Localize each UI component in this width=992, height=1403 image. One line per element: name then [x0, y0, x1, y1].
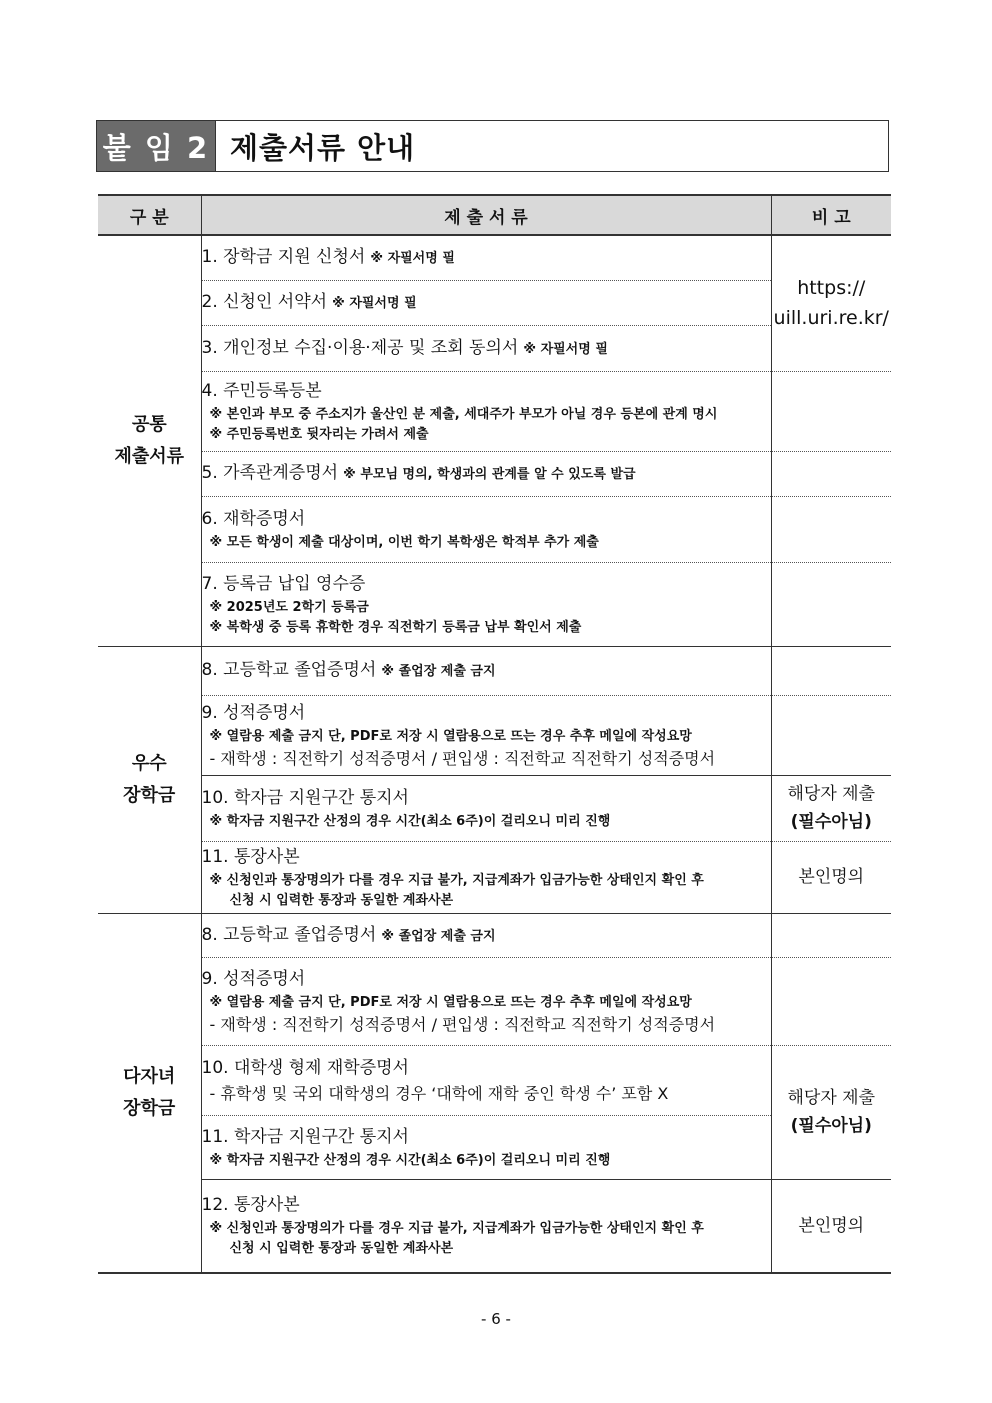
doc-item: 2. 신청인 서약서 ※ 자필서명 필 [201, 280, 771, 325]
note-optional: 해당자 제출 (필수아님) [771, 1045, 891, 1179]
category-merit: 우수 장학금 [98, 646, 201, 913]
note-empty [771, 562, 891, 646]
doc-item: 11. 학자금 지원구간 통지서 ※ 학자금 지원구간 산정의 경우 시간(최소 6주)이 걸리오니 미리 진행 [201, 1115, 771, 1179]
doc-item: 6. 재학증명서 ※ 모든 학생이 제출 대상이며, 이번 학기 복학생은 학적부 추가 제출 [201, 496, 771, 562]
note-empty [771, 913, 891, 957]
header-note: 비 고 [771, 195, 891, 235]
note-own-name: 본인명의 [771, 1179, 891, 1273]
table-row [98, 562, 891, 646]
doc-item: 11. 통장사본 ※ 신청인과 통장명의가 다를 경우 지급 불가, 지급계좌가 입금가능한 상태인지 확인 후 신청 시 입력한 통장과 동일한 계좌사본 [201, 841, 771, 913]
note-empty [771, 371, 891, 451]
note-empty [771, 646, 891, 695]
doc-item: 10. 대학생 형제 재학증명서 - 휴학생 및 국외 대학생의 경우 ‘대학에 재학 중인 학생 수’ 포함 X [201, 1045, 771, 1115]
table-row [98, 695, 891, 775]
doc-item: 8. 고등학교 졸업증명서 ※ 졸업장 제출 금지 [201, 646, 771, 695]
table-row [98, 1045, 891, 1115]
table-header-row [98, 195, 891, 235]
attachment-tag: 붙 임 2 [97, 121, 216, 171]
note-empty [771, 957, 891, 1045]
note-own-name: 본인명의 [771, 841, 891, 913]
page-number: - 6 - [481, 1310, 511, 1328]
note-empty [771, 451, 891, 496]
doc-item: 12. 통장사본 ※ 신청인과 통장명의가 다를 경우 지급 불가, 지급계좌가 입금가능한 상태인지 확인 후 신청 시 입력한 통장과 동일한 계좌사본 [201, 1179, 771, 1273]
doc-item: 10. 학자금 지원구간 통지서 ※ 학자금 지원구간 산정의 경우 시간(최소 6주)이 걸리오니 미리 진행 [201, 775, 771, 841]
table-row [98, 646, 891, 695]
note-url: https:// uill.uri.re.kr/ [771, 235, 891, 371]
header-category: 구 분 [98, 195, 201, 235]
doc-item: 8. 고등학교 졸업증명서 ※ 졸업장 제출 금지 [201, 913, 771, 957]
note-optional: 해당자 제출 (필수아님) [771, 775, 891, 841]
table-row [98, 1179, 891, 1273]
table-row [98, 235, 891, 280]
doc-item: 9. 성적증명서 ※ 열람용 제출 금지 단, PDF로 저장 시 열람용으로 뜨는 경우 추후 메일에 작성요망 - 재학생 : 직전학기 성적증명서 / 편입생 : 직전학교 직전학기 성적증명서 [201, 957, 771, 1045]
doc-item: 7. 등록금 납입 영수증 ※ 2025년도 2학기 등록금 ※ 복학생 중 등록 휴학한 경우 직전학기 등록금 납부 확인서 제출 [201, 562, 771, 646]
note-empty [771, 496, 891, 562]
table-row [98, 371, 891, 451]
doc-item: 9. 성적증명서 ※ 열람용 제출 금지 단, PDF로 저장 시 열람용으로 뜨는 경우 추후 메일에 작성요망 - 재학생 : 직전학기 성적증명서 / 편입생 : 직전학교 직전학기 성적증명서 [201, 695, 771, 775]
doc-item: 5. 가족관계증명서 ※ 부모님 명의, 학생과의 관계를 알 수 있도록 발급 [201, 451, 771, 496]
title-box [96, 120, 889, 172]
page-title: 제출서류 안내 [230, 130, 416, 165]
header-documents: 제 출 서 류 [201, 195, 771, 235]
category-multi-child: 다자녀 장학금 [98, 913, 201, 1273]
table-row [98, 957, 891, 1045]
doc-item: 4. 주민등록등본 ※ 본인과 부모 중 주소지가 울산인 분 제출, 세대주가 부모가 아닐 경우 등본에 관계 명시 ※ 주민등록번호 뒷자리는 가려서 제출 [201, 371, 771, 451]
note-empty [771, 695, 891, 775]
doc-item: 1. 장학금 지원 신청서 ※ 자필서명 필 [201, 235, 771, 280]
documents-table [98, 194, 891, 1274]
doc-item: 3. 개인정보 수집·이용·제공 및 조회 동의서 ※ 자필서명 필 [201, 325, 771, 371]
category-common: 공통 제출서류 [98, 235, 201, 646]
table-row [98, 496, 891, 562]
table-row [98, 841, 891, 913]
table-row [98, 451, 891, 496]
table-row [98, 913, 891, 957]
table-row [98, 775, 891, 841]
